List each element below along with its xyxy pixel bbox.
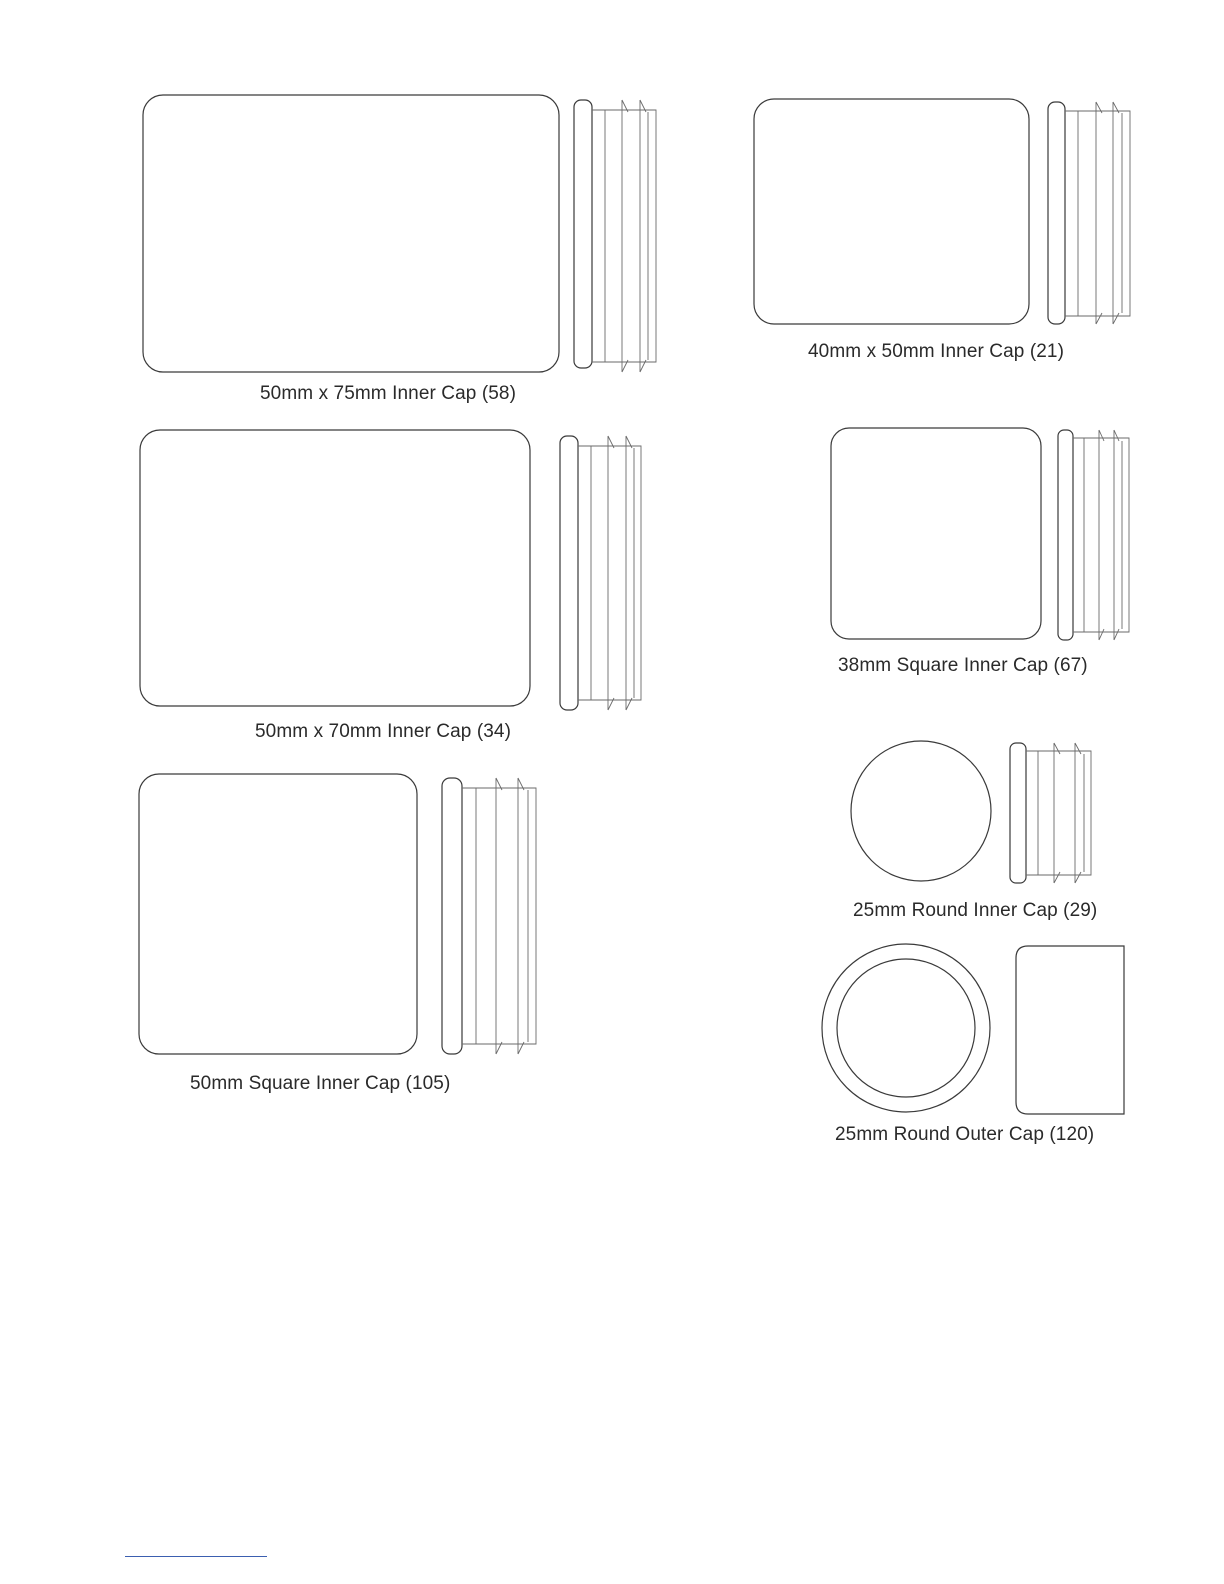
cap-face-rect	[140, 430, 530, 706]
cap-face-rect	[139, 774, 417, 1054]
cap-side-profile	[1058, 430, 1129, 640]
caption-50x70-inner-cap: 50mm x 70mm Inner Cap (34)	[255, 721, 512, 742]
part-25mm-round-inner-cap	[851, 741, 1091, 883]
caption-25mm-round-inner-cap: 25mm Round Inner Cap (29)	[853, 900, 1098, 921]
caption-50mm-square-inner-cap: 50mm Square Inner Cap (105)	[190, 1073, 451, 1094]
cap-side-profile	[1048, 102, 1130, 324]
cap-side-profile	[442, 778, 536, 1054]
caption-40x50-inner-cap: 40mm x 50mm Inner Cap (21)	[808, 341, 1065, 362]
cap-inner-ring	[837, 959, 975, 1097]
caption-25mm-round-outer-cap: 25mm Round Outer Cap (120)	[835, 1124, 1095, 1145]
part-40x50-inner-cap	[754, 99, 1130, 324]
cap-outer-ring	[822, 944, 990, 1112]
footnote-rule	[125, 1556, 267, 1557]
cap-side-profile	[560, 436, 641, 710]
cap-face-rect	[754, 99, 1029, 324]
part-50x70-inner-cap	[140, 430, 641, 710]
cap-face-rect	[831, 428, 1041, 639]
cap-face-circle	[851, 741, 991, 881]
cap-face-rect	[143, 95, 559, 372]
cap-side-profile	[1016, 946, 1124, 1114]
cap-side-profile	[574, 100, 656, 372]
caption-50x75-inner-cap: 50mm x 75mm Inner Cap (58)	[260, 383, 517, 404]
part-25mm-round-outer-cap	[822, 944, 1124, 1114]
part-50x75-inner-cap	[143, 95, 656, 372]
part-38mm-square-inner-cap	[831, 428, 1129, 640]
caption-38mm-square-inner-cap: 38mm Square Inner Cap (67)	[838, 655, 1088, 676]
part-50mm-square-inner-cap	[139, 774, 536, 1054]
cap-side-profile	[1010, 743, 1091, 883]
